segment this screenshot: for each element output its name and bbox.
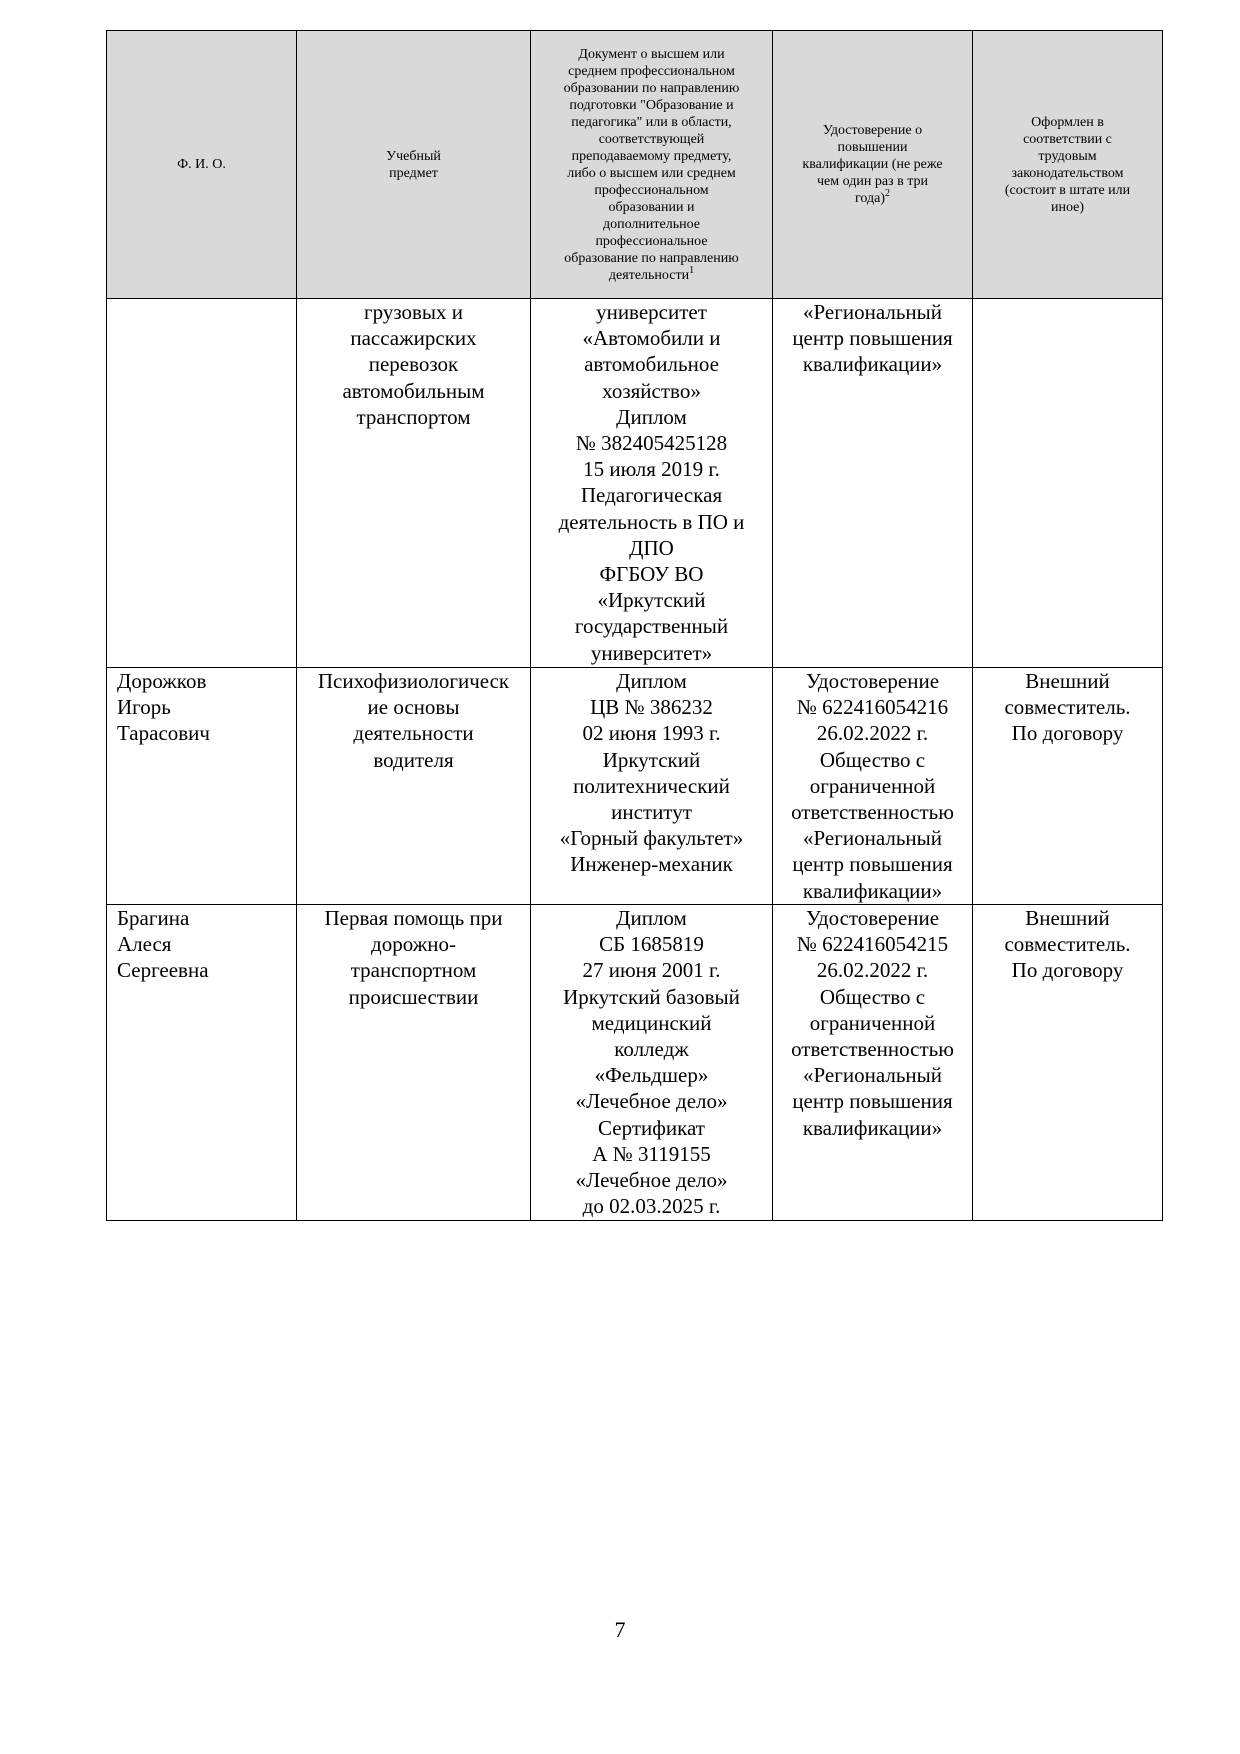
- header-line: квалификации (не реже: [802, 157, 943, 172]
- cell-qualification: [773, 668, 973, 905]
- cell-education: [531, 905, 773, 1221]
- cell-qualification: [773, 905, 973, 1221]
- cell-line: 02 июня 1993 г.: [582, 721, 721, 746]
- cell-line: «Региональный: [803, 1063, 942, 1088]
- header-fio-text: Ф. И. О.: [177, 157, 226, 172]
- cell-line: По договору: [1011, 958, 1124, 983]
- cell-line: № 382405425128: [575, 431, 728, 456]
- cell-employment: [973, 668, 1163, 905]
- header-line: среднем профессиональном: [568, 63, 735, 79]
- header-line: (состоит в штате или: [1004, 182, 1131, 198]
- header-line: Удостоверение о: [822, 123, 923, 138]
- cell-line: центр повышения: [792, 326, 953, 351]
- cell-line: ДПО: [629, 535, 674, 560]
- cell-line: № 622416054216: [796, 695, 949, 720]
- header-education: [531, 31, 773, 299]
- cell-line: ответственностью: [791, 1037, 954, 1062]
- cell-subject: [297, 299, 531, 668]
- cell-line: транспортном: [350, 958, 477, 983]
- cell-line: Удостоверение: [805, 906, 940, 930]
- cell-line: А № 3119155: [592, 1141, 711, 1166]
- footnote-marker: 2: [885, 188, 890, 199]
- table-row: [107, 299, 1163, 668]
- cell-line: Первая помощь при: [324, 906, 503, 930]
- cell-employment: [973, 905, 1163, 1221]
- cell-line: По договору: [1011, 721, 1124, 746]
- cell-line: совместитель.: [1004, 932, 1131, 957]
- cell-line: колледж: [614, 1037, 689, 1062]
- page-number: 7: [614, 1617, 626, 1642]
- header-line: соответствующей: [598, 131, 705, 147]
- cell-name: [107, 299, 297, 668]
- cell-line: Удостоверение: [805, 669, 940, 693]
- cell-line: Сертификат: [598, 1115, 705, 1140]
- header-line: соответствии с: [1023, 131, 1112, 147]
- cell-line: Тарасович: [117, 721, 210, 746]
- cell-line: Диплом: [616, 669, 687, 693]
- cell-subject: [297, 668, 531, 905]
- cell-line: «Региональный: [803, 826, 942, 851]
- cell-line: институт: [611, 800, 692, 825]
- header-line: чем один раз в три: [817, 174, 928, 189]
- cell-line: автомобильным: [342, 378, 485, 403]
- header-line: педагогика" или в области,: [571, 114, 732, 130]
- table-row: [107, 668, 1163, 905]
- header-line: дополнительное: [603, 216, 700, 232]
- cell-line: пассажирских: [350, 326, 477, 351]
- header-line: деятельности: [608, 267, 690, 283]
- cell-line: медицинский: [591, 1010, 712, 1035]
- cell-line: 26.02.2022 г.: [816, 958, 929, 983]
- header-line: образовании по направлению: [563, 80, 740, 96]
- cell-line: Иркутский: [602, 747, 701, 772]
- header-line: Оформлен в: [1031, 114, 1104, 130]
- cell-line: ЦВ № 386232: [590, 695, 713, 720]
- cell-qualification: [773, 299, 973, 668]
- cell-line: перевозок: [368, 352, 459, 377]
- header-line: либо о высшем или среднем: [567, 165, 736, 181]
- cell-line: 15 июля 2019 г.: [583, 457, 720, 482]
- cell-line: Внешний: [1025, 906, 1110, 930]
- cell-line: университет»: [590, 640, 713, 665]
- header-line: Документ о высшем или: [578, 46, 725, 62]
- cell-line: Диплом: [616, 906, 687, 930]
- header-line: законодательством: [1011, 165, 1124, 181]
- header-fio: [107, 31, 297, 299]
- cell-line: дорожно-: [371, 932, 456, 957]
- cell-line: ФГБОУ ВО: [599, 562, 704, 587]
- cell-line: 27 июня 2001 г.: [582, 958, 721, 983]
- cell-education: [531, 668, 773, 905]
- cell-line: происшествии: [348, 984, 479, 1009]
- cell-line: транспортом: [356, 404, 471, 429]
- header-line: профессиональное: [595, 233, 708, 249]
- header-employment: [973, 31, 1163, 299]
- cell-line: автомобильное: [584, 352, 719, 377]
- header-line-with-footnote: [541, 264, 762, 284]
- cell-line: «Лечебное дело»: [575, 1089, 728, 1114]
- cell-line: Дорожков: [117, 669, 207, 693]
- cell-line: СБ 1685819: [599, 932, 704, 957]
- cell-line: ограниченной: [809, 1010, 936, 1035]
- cell-line: «Региональный: [803, 300, 942, 324]
- cell-line: Внешний: [1025, 669, 1110, 693]
- table-row: [107, 905, 1163, 1221]
- cell-line: Диплом: [616, 404, 687, 429]
- header-line: подготовки "Образование и: [569, 97, 734, 113]
- cell-line: совместитель.: [1004, 695, 1131, 720]
- header-line: предмет: [389, 165, 438, 181]
- cell-line: «Лечебное дело»: [575, 1168, 728, 1193]
- cell-employment: [973, 299, 1163, 668]
- cell-line: 26.02.2022 г.: [816, 721, 929, 746]
- header-line: года): [855, 191, 885, 206]
- cell-line: университет: [596, 300, 707, 324]
- cell-line: Сергеевна: [117, 958, 209, 983]
- header-row: [107, 31, 1163, 299]
- cell-line: «Иркутский: [597, 588, 706, 613]
- cell-line: № 622416054215: [796, 932, 949, 957]
- cell-line: квалификации»: [802, 1115, 943, 1140]
- cell-line: хозяйство»: [602, 378, 701, 403]
- header-subject: [297, 31, 531, 299]
- cell-line: грузовых и: [363, 300, 464, 324]
- cell-line: центр повышения: [792, 1089, 953, 1114]
- cell-line: квалификации»: [802, 352, 943, 377]
- header-line-with-footnote: [783, 190, 962, 207]
- cell-line: политехнический: [573, 773, 730, 798]
- cell-line: Иркутский базовый: [563, 984, 740, 1009]
- cell-line: Брагина: [117, 906, 190, 930]
- header-line: профессиональном: [594, 182, 709, 198]
- staff-table: [106, 30, 1163, 1221]
- cell-line: ограниченной: [809, 773, 936, 798]
- cell-line: Игорь: [117, 695, 171, 720]
- cell-line: ие основы: [367, 695, 460, 720]
- cell-line: Педагогическая: [580, 483, 723, 508]
- cell-line: Общество с: [819, 984, 926, 1009]
- cell-line: водителя: [373, 747, 454, 772]
- cell-line: Алеся: [117, 932, 172, 957]
- cell-line: «Автомобили и: [582, 326, 721, 351]
- header-qualification: [773, 31, 973, 299]
- header-line: образование по направлению: [564, 250, 739, 266]
- cell-education: [531, 299, 773, 668]
- header-line: повышении: [837, 140, 908, 155]
- cell-subject: [297, 905, 531, 1221]
- header-line: трудовым: [1038, 148, 1097, 164]
- header-line: образовании и: [608, 199, 695, 215]
- cell-line: центр повышения: [792, 852, 953, 877]
- cell-line: государственный: [574, 614, 729, 639]
- cell-line: Психофизиологическ: [317, 669, 510, 693]
- cell-line: Инженер-механик: [570, 852, 733, 877]
- header-line: Учебный: [386, 148, 441, 164]
- cell-line: деятельность в ПО и: [558, 509, 745, 534]
- cell-line: «Фельдшер»: [594, 1063, 709, 1088]
- footnote-marker: 1: [689, 264, 695, 276]
- cell-line: «Горный факультет»: [559, 826, 744, 851]
- cell-name: [107, 668, 297, 905]
- header-line: иное): [1050, 199, 1085, 215]
- cell-line: до 02.03.2025 г.: [582, 1194, 721, 1219]
- cell-name: [107, 905, 297, 1221]
- cell-line: квалификации»: [802, 878, 943, 903]
- cell-line: деятельности: [353, 721, 474, 746]
- cell-line: ответственностью: [791, 800, 954, 825]
- header-line: преподаваемому предмету,: [571, 148, 732, 164]
- cell-line: Общество с: [819, 747, 926, 772]
